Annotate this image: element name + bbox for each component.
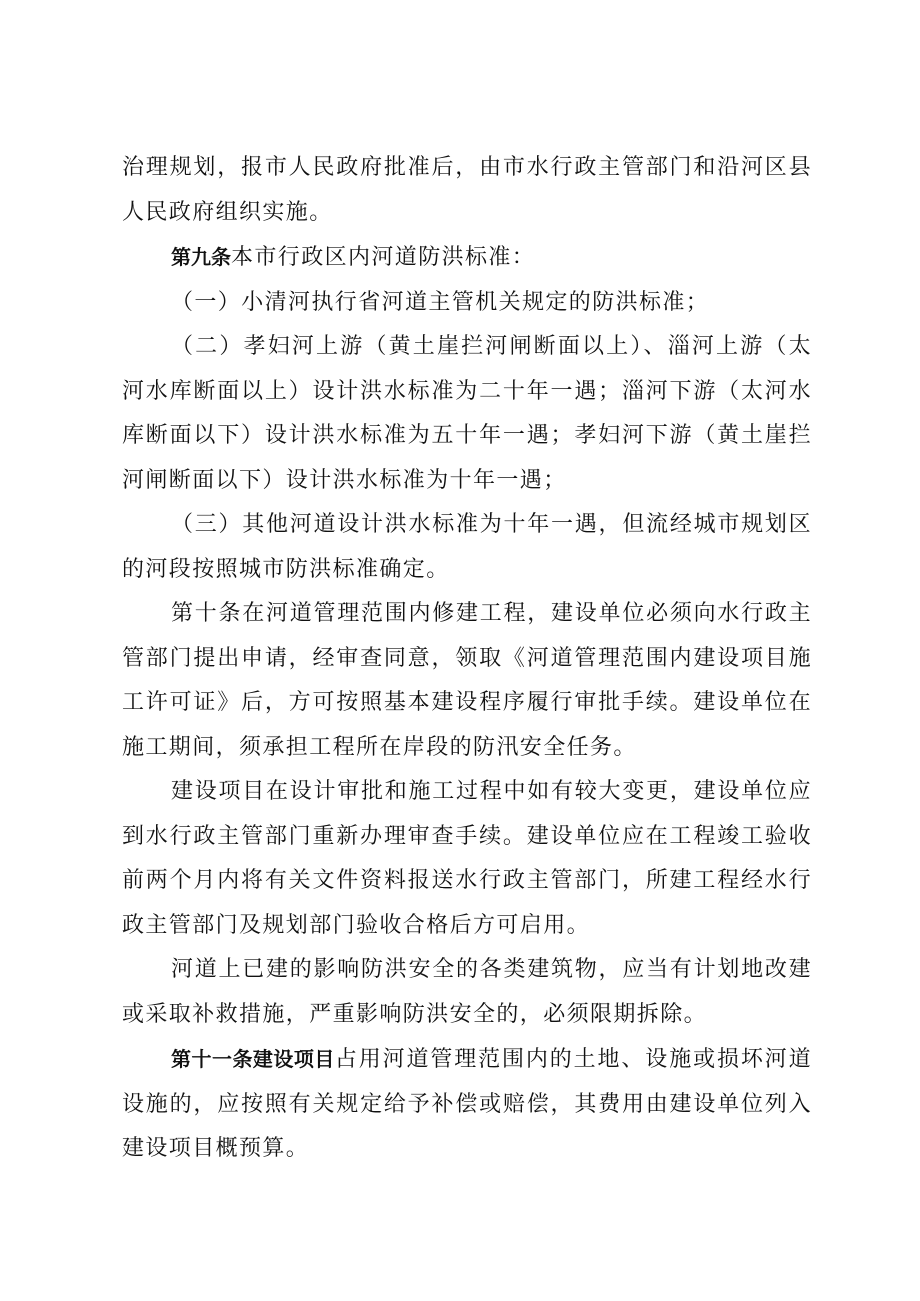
paragraph-planning: 治理规划，报市人民政府批准后，由市水行政主管部门和沿河区县人民政府组织实施。	[122, 155, 812, 225]
article-10-paragraph-1: 第十条在河道管理范围内修建工程，建设单位必须向水行政主管部门提出申请，经审查同意，领取《河道管理范围内建设项目施工许可证》后，方可按照基本建设程序履行审批手续。建设单位在施工期间，须承担工程所在岸段的防汛安全任务。	[122, 601, 812, 760]
article-10-paragraph-2: 建设项目在设计审批和施工过程中如有较大变更，建设单位应到水行政主管部门重新办理审查手续。建设单位应在工程竣工验收前两个月内将有关文件资料报送水行政主管部门，所建工程经水行政主管部门及规划部门验收合格后方可启用。	[122, 779, 812, 938]
article-9-item-2: （二）孝妇河上游（黄土崖拦河闸断面以上）、淄河上游（太河水库断面以上）设计洪水标准为二十年一遇；淄河下游（太河水库断面以下）设计洪水标准为五十年一遇；孝妇河下游（黄土崖拦河闸断面以下）设计洪水标准为十年一遇；	[122, 334, 812, 493]
article-9-title: 第九条	[171, 245, 231, 269]
article-10-paragraph-3: 河道上已建的影响防洪安全的各类建筑物，应当有计划地改建或采取补救措施，严重影响防洪安全的，必须限期拆除。	[122, 957, 812, 1027]
article-9-text: 本市行政区内河道防洪标准：	[231, 245, 536, 270]
article-11-title: 第十一条建设项目	[171, 1047, 335, 1071]
document-body	[122, 146, 812, 1172]
article-11-paragraph	[122, 1037, 812, 1172]
article-9-heading-paragraph	[122, 235, 812, 281]
article-11-text: 占用河道管理范围内的土地、设施或损坏河道设施的，应按照有关规定给予补偿或赔偿，其费用由建设单位列入建设项目概预算。	[122, 1047, 812, 1161]
article-9-item-3: （三）其他河道设计洪水标准为十年一遇，但流经城市规划区的河段按照城市防洪标准确定。	[122, 512, 812, 582]
article-9-item-1: （一）小清河执行省河道主管机关规定的防洪标准；	[171, 289, 710, 315]
